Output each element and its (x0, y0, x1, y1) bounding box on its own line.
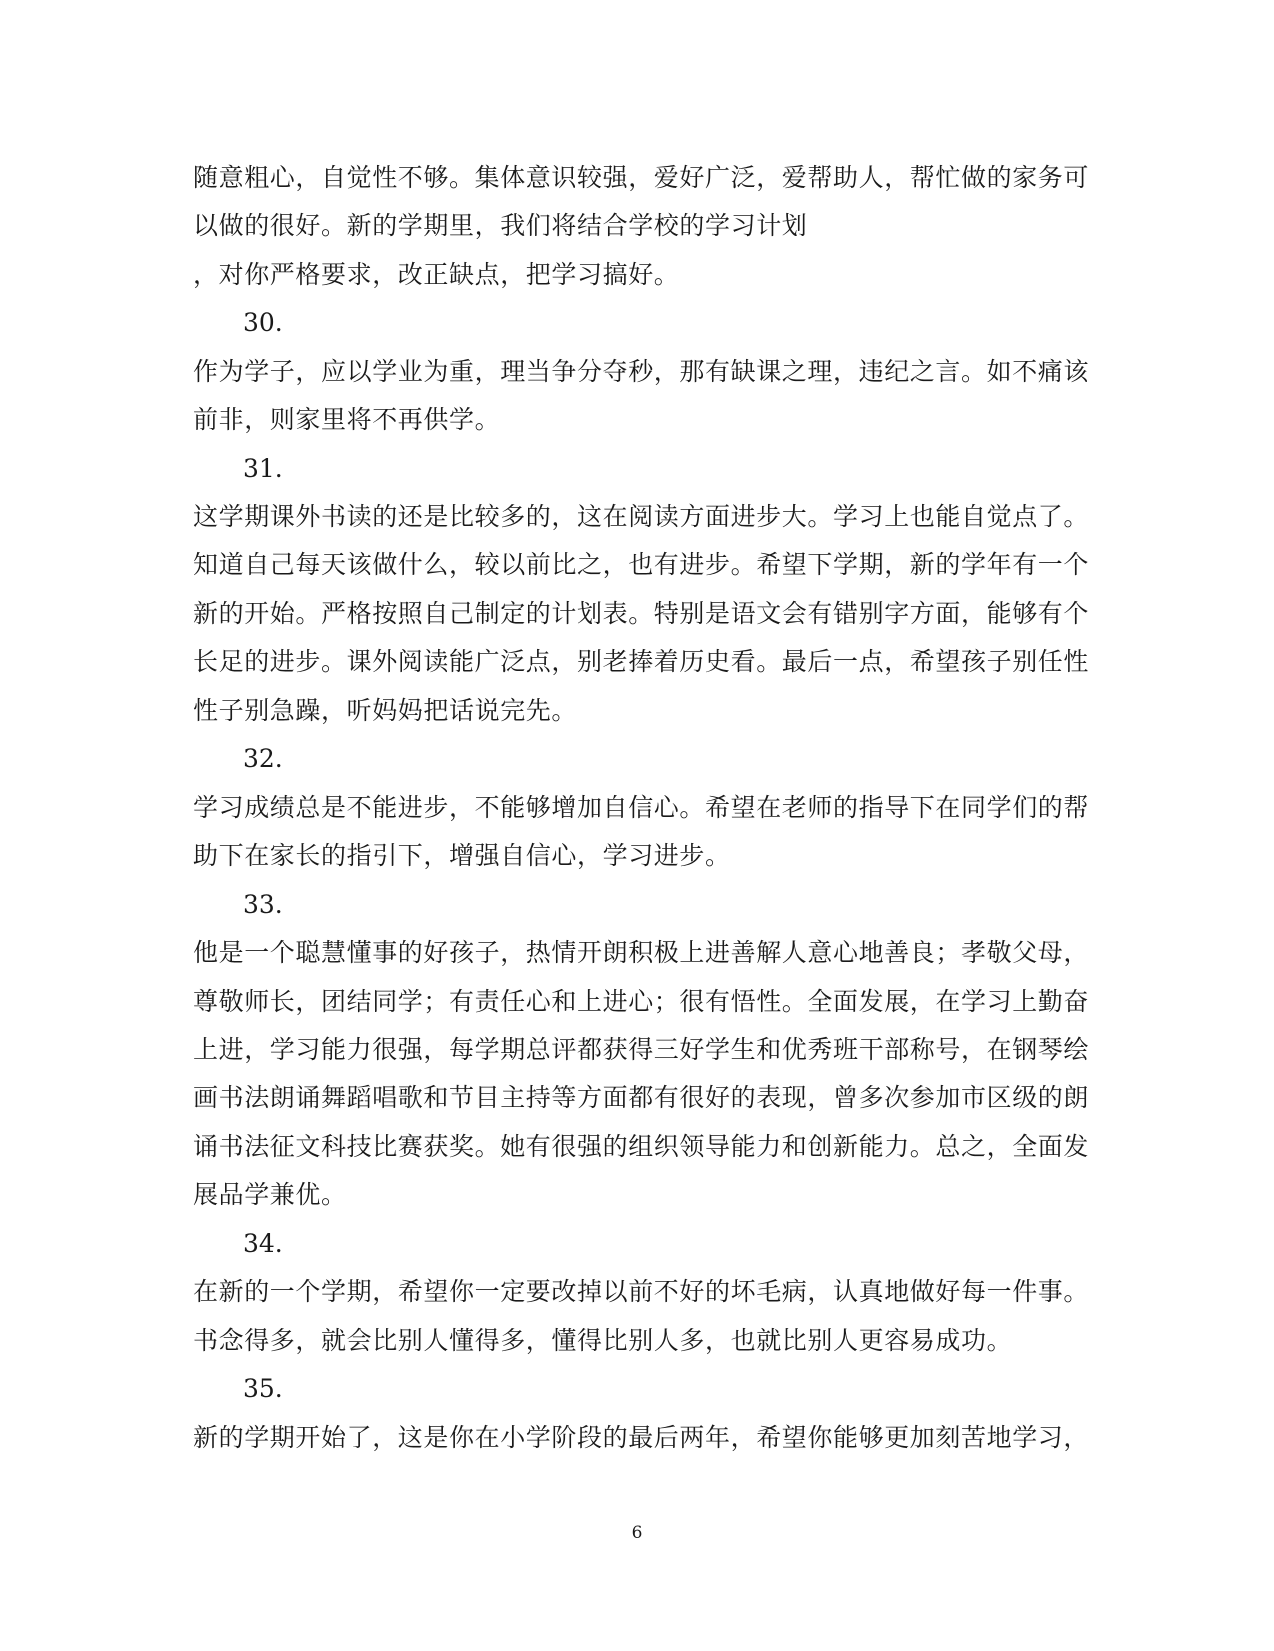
body-text-line: 尊敬师长，团结同学；有责任心和上进心；很有悟性。全面发展，在学习上勤奋 (193, 987, 1090, 1016)
body-text-line: 以做的很好。新的学期里，我们将结合学校的学习计划 (193, 211, 808, 240)
body-text-line: 在新的一个学期，希望你一定要改掉以前不好的坏毛病，认真地做好每一件事。 (193, 1277, 1090, 1306)
body-text-line: 随意粗心，自觉性不够。集体意识较强，爱好广泛，爱帮助人，帮忙做的家务可 (193, 163, 1090, 192)
item-number: 32. (243, 744, 283, 773)
body-text-line: 展品学兼优。 (193, 1180, 347, 1209)
body-text-line: 前非，则家里将不再供学。 (193, 405, 501, 434)
item-number: 33. (243, 890, 283, 919)
body-text-line: 新的学期开始了，这是你在小学阶段的最后两年，希望你能够更加刻苦地学习， (193, 1423, 1090, 1452)
item-number: 31. (243, 454, 283, 483)
page-number: 6 (631, 1523, 643, 1543)
body-text-line: 这学期课外书读的还是比较多的，这在阅读方面进步大。学习上也能自觉点了。 (193, 502, 1090, 531)
body-text-line: 书念得多，就会比别人懂得多，懂得比别人多，也就比别人更容易成功。 (193, 1326, 1013, 1355)
body-text-line: 长足的进步。课外阅读能广泛点，别老捧着历史看。最后一点，希望孩子别任性 (193, 647, 1090, 676)
body-text-line: 作为学子，应以学业为重，理当争分夺秒，那有缺课之理，违纪之言。如不痛该 (193, 357, 1090, 386)
body-text-line: 画书法朗诵舞蹈唱歌和节目主持等方面都有很好的表现，曾多次参加市区级的朗 (193, 1083, 1090, 1112)
item-number: 35. (243, 1374, 283, 1403)
body-text-line: 他是一个聪慧懂事的好孩子，热情开朗积极上进善解人意心地善良；孝敬父母， (193, 938, 1090, 967)
body-text-line: ，对你严格要求，改正缺点，把学习搞好。 (193, 260, 680, 289)
body-text-line: 上进，学习能力很强，每学期总评都获得三好学生和优秀班干部称号，在钢琴绘 (193, 1035, 1090, 1064)
body-text-line: 知道自己每天该做什么，较以前比之，也有进步。希望下学期，新的学年有一个 (193, 550, 1090, 579)
body-text-line: 性子别急躁，听妈妈把话说完先。 (193, 696, 578, 725)
item-number: 30. (243, 308, 283, 337)
item-number: 34. (243, 1229, 283, 1258)
body-text-line: 诵书法征文科技比赛获奖。她有很强的组织领导能力和创新能力。总之，全面发 (193, 1132, 1090, 1161)
body-text-line: 学习成绩总是不能进步，不能够增加自信心。希望在老师的指导下在同学们的帮 (193, 793, 1090, 822)
body-text-line: 助下在家长的指引下，增强自信心，学习进步。 (193, 841, 731, 870)
body-text-line: 新的开始。严格按照自己制定的计划表。特别是语文会有错别字方面，能够有个 (193, 599, 1090, 628)
